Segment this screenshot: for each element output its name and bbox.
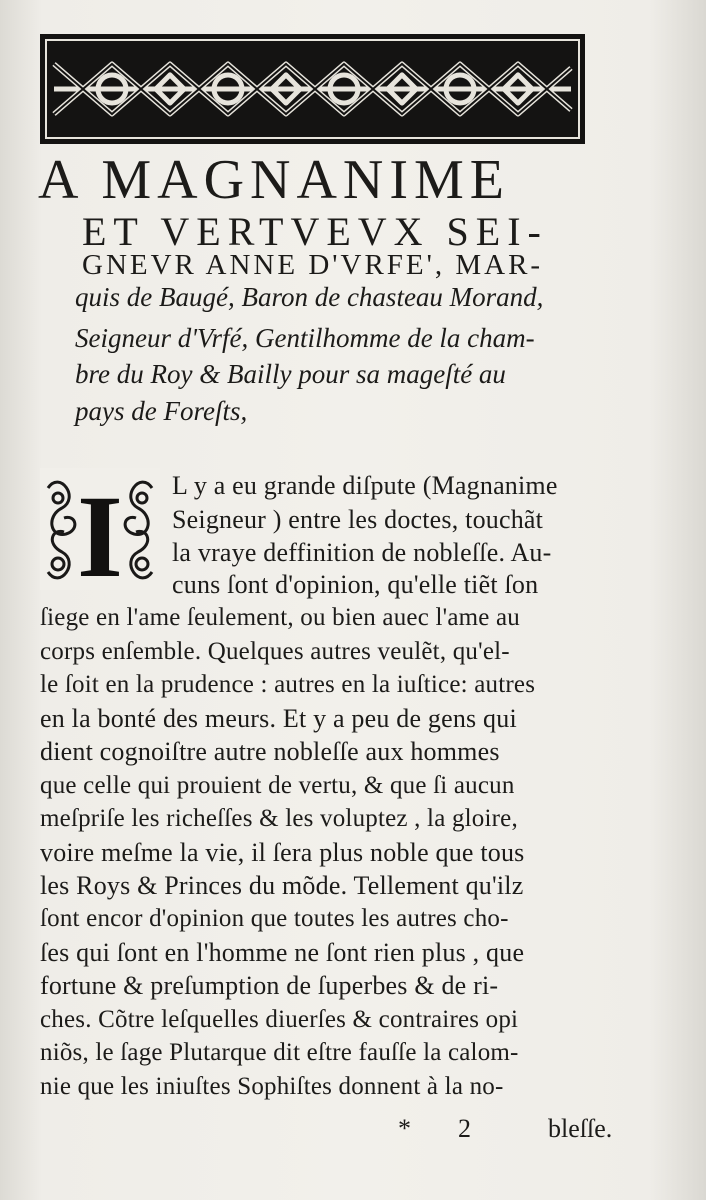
body-line-12: voire meſme la vie, il ſera plus noble que tous [40, 838, 525, 867]
body-line-16: fortune & preſumption de ſuperbes & de ri- [40, 971, 499, 1000]
drop-cap-letter: I [77, 471, 123, 590]
address-line-2: Seigneur d'Vrfé, Gentilhomme de la cham- [75, 323, 535, 353]
body-line-8: en la bonté des meurs. Et y a peu de gens qui [40, 704, 517, 733]
body-line-15: ſes qui ſont en l'homme ne ſont rien plus , que [40, 938, 525, 967]
body-line-4: cuns ſont d'opinion, qu'elle tiẽt ſon [172, 570, 539, 599]
signature-mark: * [398, 1114, 411, 1143]
body-line-17: ches. Cõtre leſquelles diuerſes & contraires opi [40, 1006, 519, 1033]
title-line-3: GNEVR ANNE D'VRFE', MAR- [82, 249, 544, 281]
body-line-5: ſiege en l'ame ſeulement, ou bien auec l'ame au [40, 604, 521, 631]
address-line-1: quis de Baugé, Baron de chasteau Morand, [75, 282, 544, 312]
body-line-6: corps enſemble. Quelques autres veulẽt, qu'el- [40, 638, 510, 665]
signature-number: 2 [458, 1114, 471, 1143]
body-line-1: L y a eu grande diſpute (Magnanime [172, 471, 558, 500]
address-line-4: pays de Foreſts, [75, 396, 248, 426]
body-line-19: nie que les iniuſtes Sophiſtes donnent à la no- [40, 1073, 504, 1100]
body-line-14: ſont encor d'opinion que toutes les autres cho- [40, 905, 509, 932]
body-line-11: meſpriſe les richeſſes & les voluptez , la gloire, [40, 805, 518, 832]
body-line-13: les Roys & Princes du mõde. Tellement qu'ilz [40, 871, 524, 900]
body-line-3: la vraye deffinition de nobleſſe. Au- [172, 538, 552, 567]
address-line-3: bre du Roy & Bailly pour sa mageſté au [75, 359, 506, 389]
body-line-18: niõs, le ſage Plutarque dit eſtre fauſſe la calom- [40, 1039, 519, 1066]
body-line-9: dient cognoiſtre autre nobleſſe aux hommes [40, 737, 500, 766]
title-line-1: A MAGNANIME [38, 149, 510, 211]
body-line-7: le ſoit en la prudence : autres en la iuſtice: autres [40, 671, 536, 698]
decorated-initial [40, 468, 160, 590]
title-line-2: ET VERTVEVX SEI- [82, 209, 548, 254]
ornamental-headband [40, 34, 585, 144]
catchword: bleſſe. [548, 1114, 613, 1143]
body-line-2: Seigneur ) entre les doctes, touchãt [172, 505, 544, 534]
body-line-10: que celle qui prouient de vertu, & que ſi aucun [40, 772, 515, 799]
